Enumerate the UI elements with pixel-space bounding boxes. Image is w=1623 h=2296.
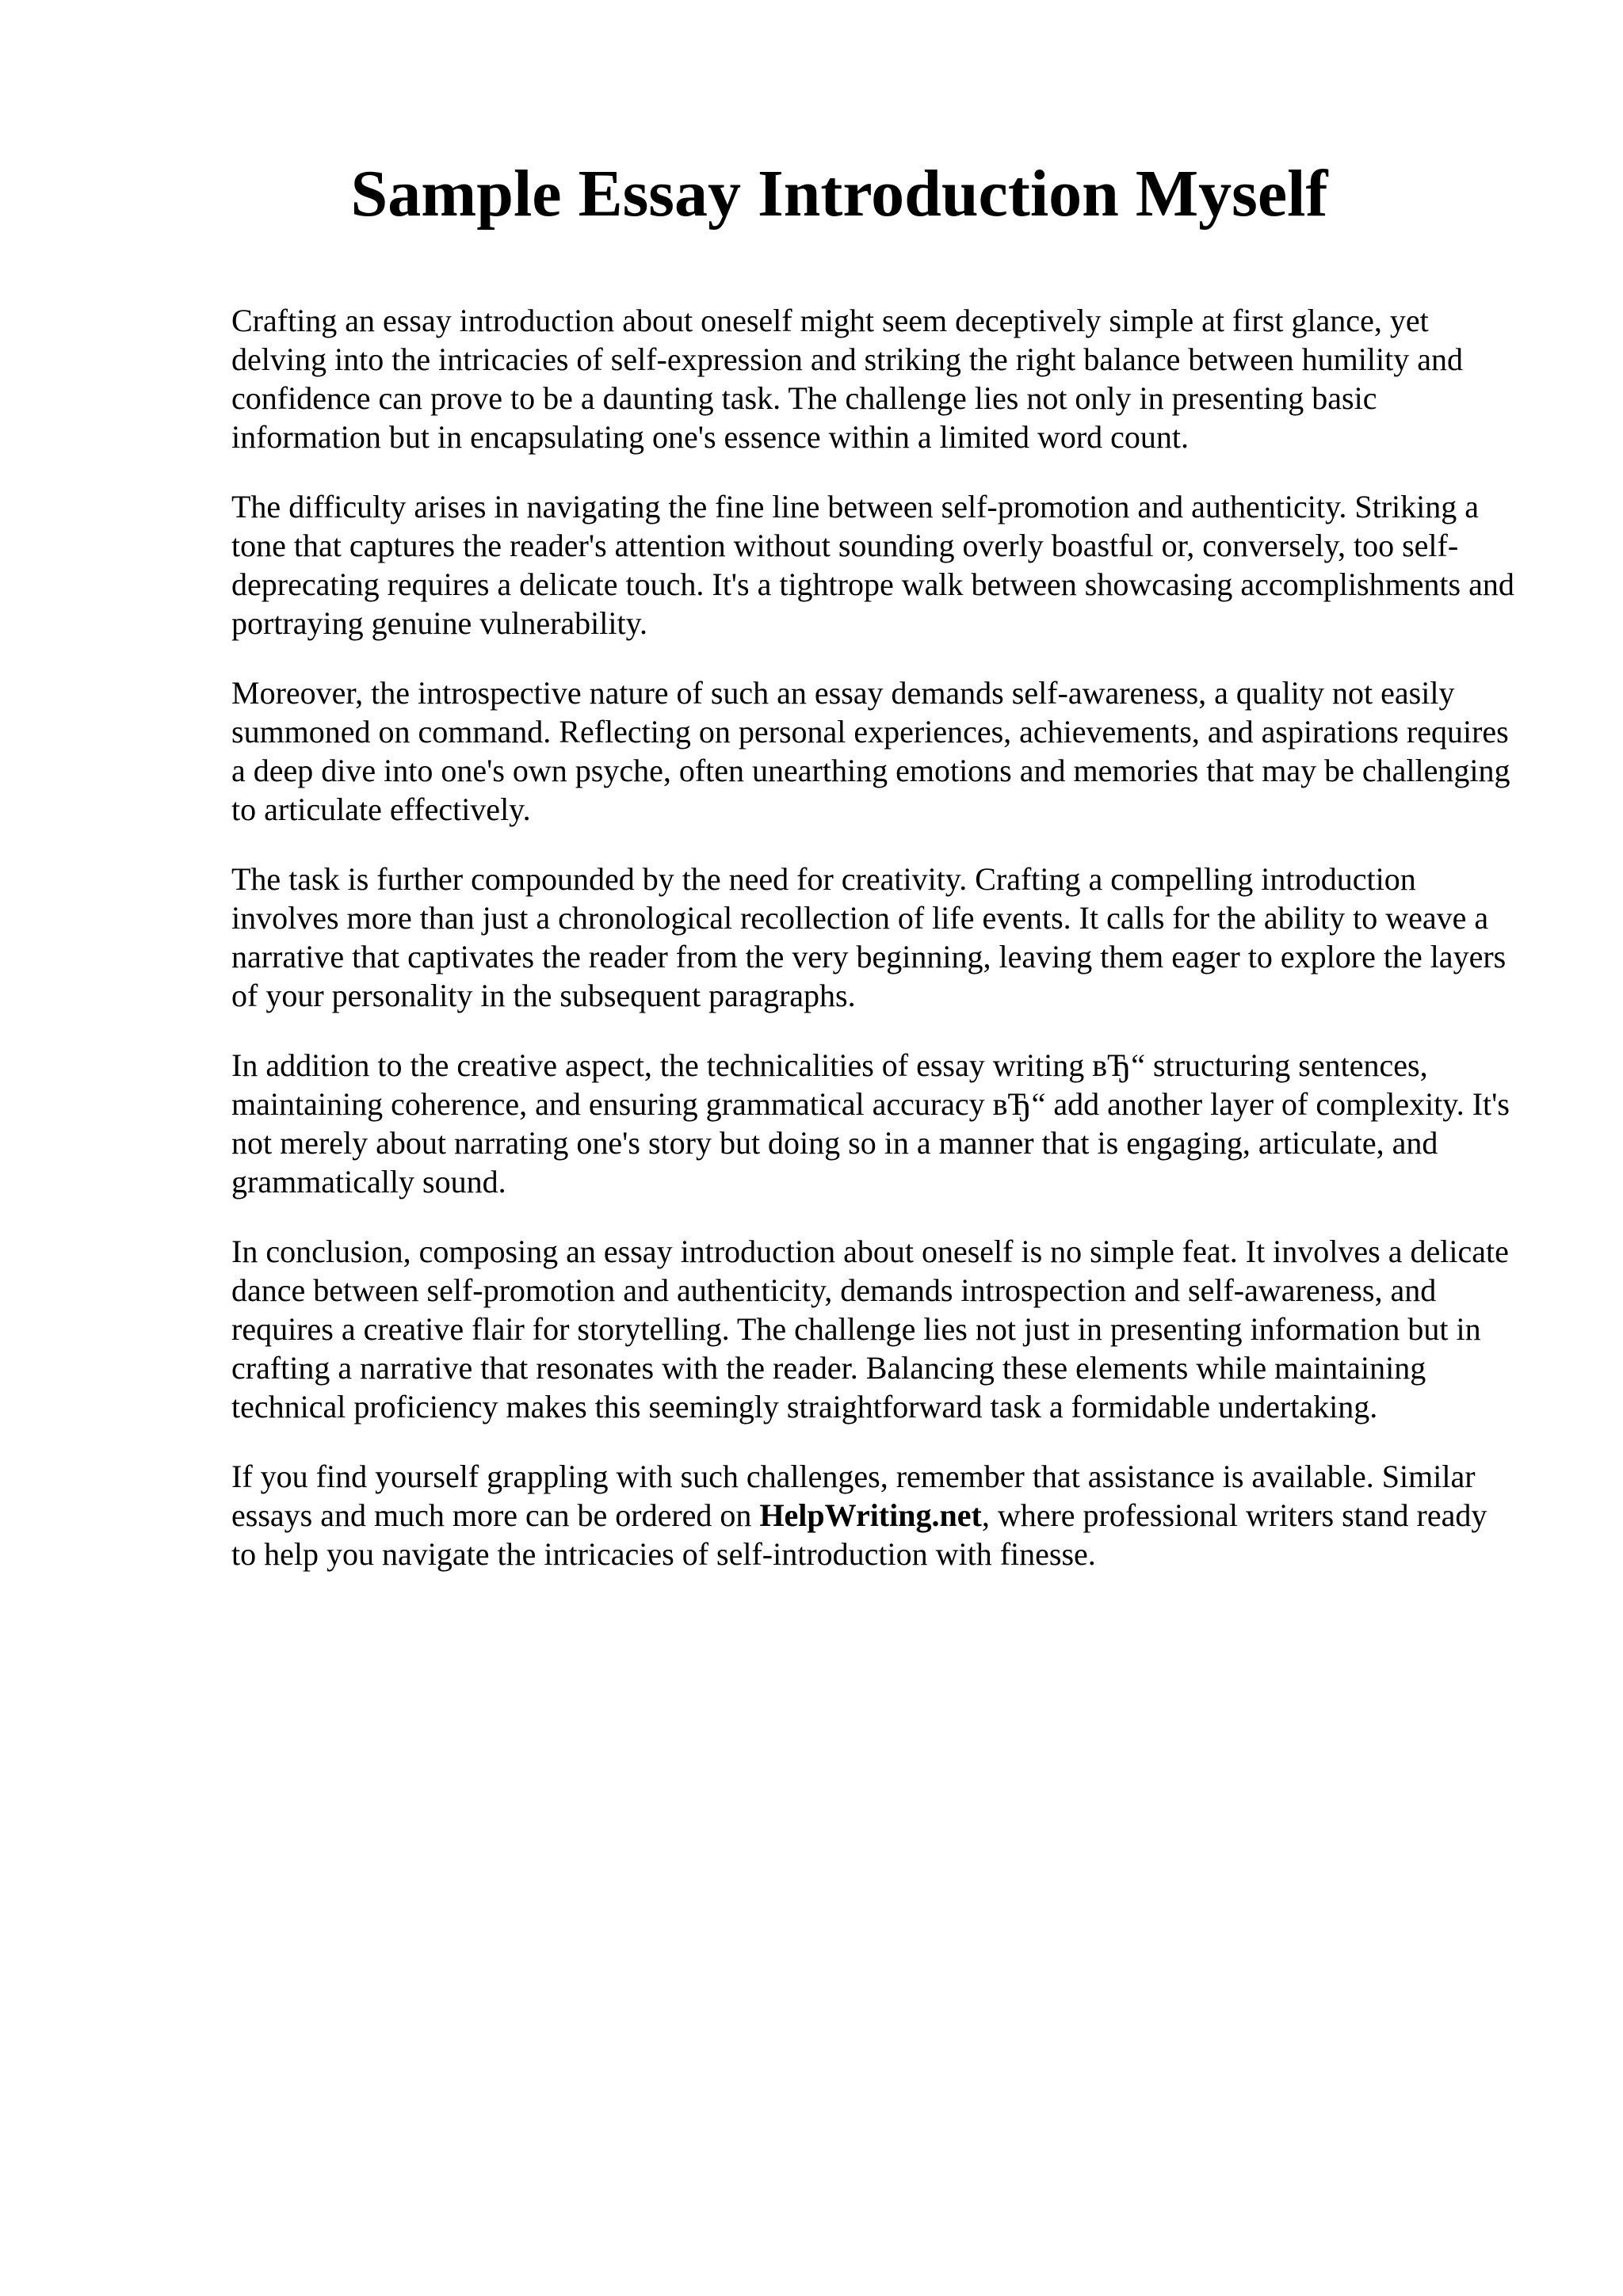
helpwriting-link[interactable]: HelpWriting.net [759, 1497, 982, 1533]
document-title: Sample Essay Introduction Myself [350, 157, 1328, 231]
paragraph-4: The task is further compounded by the need for creativity. Crafting a compelling introduction involves more than just a chronological recollection of life events. It calls for the ability to weave a narrative that captivates the reader from the very beginning, leaving them eager to explore the layers of your personality in the subsequent paragraphs. [231, 861, 1507, 1013]
closing-text-after: , where professional writers stand ready to help you navigate the intricacies of self-introduction with finesse. [231, 1497, 1487, 1572]
paragraph-5: In addition to the creative aspect, the technicalities of essay writing вЂ“ structuring sentences, maintaining coherence, and ensuring grammatical accuracy вЂ“ add another layer of complexity. It's not merely about narrating one's story but doing so in a manner that is engaging, articulate, and grammatically sound. [231, 1047, 1510, 1199]
document-body [231, 301, 1515, 1604]
paragraph-3: Moreover, the introspective nature of such an essay demands self-awareness, a quality not easily summoned on command. Reflecting on personal experiences, achievements, and aspirations requires a deep dive into one's own psyche, often unearthing emotions and memories that may be challenging to articulate effectively. [231, 675, 1510, 827]
closing-text-before: If you find yourself grappling with such challenges, remember that assistance is available. Similar essays and much more can be ordered on [231, 1459, 1476, 1533]
paragraph-6: In conclusion, composing an essay introduction about oneself is no simple feat. It involves a delicate dance between self-promotion and authenticity, demands introspection and self-awareness, and requires a creative flair for storytelling. The challenge lies not just in presenting information but in crafting a narrative that resonates with the reader. Balancing these elements while maintaining technical proficiency makes this seemingly straightforward task a formidable undertaking. [231, 1234, 1509, 1425]
closing-paragraph [231, 1457, 1515, 1573]
paragraph-2: The difficulty arises in navigating the fine line between self-promotion and authenticity. Striking a tone that captures the reader's attention without sounding overly boastful or, conversely, too self-deprecating requires a delicate touch. It's a tightrope walk between showcasing accomplishments and portraying genuine vulnerability. [231, 489, 1514, 641]
paragraph-1: Crafting an essay introduction about oneself might seem deceptively simple at first glance, yet delving into the intricacies of self-expression and striking the right balance between humility and confidence can prove to be a daunting task. The challenge lies not only in presenting basic information but in encapsulating one's essence within a limited word count. [231, 303, 1464, 455]
